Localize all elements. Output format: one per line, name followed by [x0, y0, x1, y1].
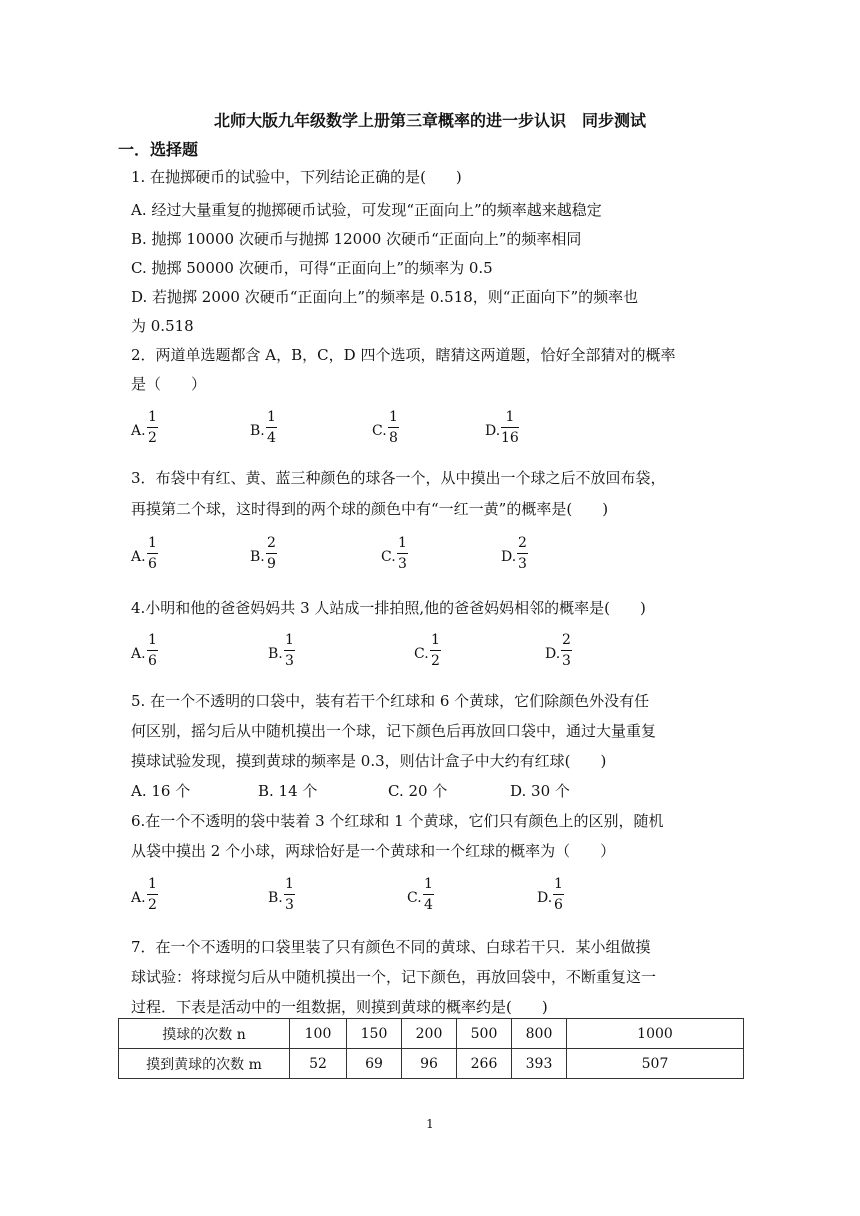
option-label: B. — [268, 646, 283, 662]
q1-option-a: A. 经过大量重复的抛掷硬币试验，可发现“正面向上”的频率越来越稳定 — [131, 201, 602, 219]
fraction-numerator: 1 — [505, 409, 515, 425]
fraction-bar — [284, 650, 295, 651]
fraction-numerator: 1 — [148, 876, 157, 892]
fraction-bar — [388, 427, 399, 428]
fraction-denominator: 3 — [398, 556, 407, 572]
table-cell: 96 — [402, 1049, 457, 1079]
fraction-numerator: 1 — [398, 535, 407, 551]
q5-stem-line2: 何区别，摇匀后从中随机摸出一个球，记下颜色后再放回口袋中，通过大量重复 — [131, 722, 657, 740]
fraction-denominator: 4 — [424, 897, 433, 913]
fraction-bar — [284, 894, 295, 895]
fraction-bar — [266, 553, 277, 554]
fraction-denominator: 6 — [554, 897, 563, 913]
q1-option-d-line1: D. 若抛掷 2000 次硬币“正面向上”的频率是 0.518，则“正面向下”的频率也 — [131, 288, 639, 306]
fraction — [266, 409, 277, 446]
table-cell: 800 — [512, 1019, 567, 1049]
fraction — [517, 535, 528, 572]
fraction-denominator: 2 — [148, 430, 157, 446]
option-label: B. — [250, 423, 265, 439]
fraction-numerator: 1 — [148, 409, 157, 425]
q1-option-d-line2: 为 0.518 — [131, 317, 194, 335]
q3-stem-line2: 再摸第二个球，这时得到的两个球的颜色中有“一红一黄”的概率是( ) — [131, 500, 609, 518]
fraction — [147, 535, 158, 572]
option-label: A. — [131, 890, 146, 906]
fraction — [430, 632, 441, 669]
q5-stem-line3: 摸球试验发现，摸到黄球的频率是 0.3，则估计盒子中大约有红球( ) — [131, 752, 607, 770]
fraction-denominator: 2 — [148, 897, 157, 913]
q5-option-d: D. 30 个 — [510, 782, 570, 800]
fraction-numerator: 1 — [267, 409, 276, 425]
option-label: C. — [407, 890, 422, 906]
fraction — [147, 409, 158, 446]
q6-stem-line2: 从袋中摸出 2 个小球，两球恰好是一个黄球和一个红球的概率为（ ） — [131, 842, 616, 860]
fraction-bar — [397, 553, 408, 554]
q5-option-c: C. 20 个 — [388, 782, 448, 800]
table-cell: 500 — [457, 1019, 512, 1049]
option-label: D. — [485, 423, 501, 439]
fraction — [147, 876, 158, 913]
fraction — [561, 632, 572, 669]
fraction-denominator: 4 — [267, 430, 276, 446]
fraction-bar — [147, 553, 158, 554]
page-title: 北师大版九年级数学上册第三章概率的进一步认识 同步测试 — [213, 111, 646, 130]
fraction-bar — [561, 650, 572, 651]
fraction-bar — [430, 650, 441, 651]
fraction-bar — [147, 894, 158, 895]
fraction-denominator: 6 — [148, 653, 157, 669]
fraction-numerator: 2 — [267, 535, 276, 551]
fraction-denominator: 6 — [148, 556, 157, 572]
q2-stem-line2: 是（ ） — [131, 375, 207, 393]
fraction-numerator: 2 — [562, 632, 571, 648]
q2-stem-line1: 2．两道单选题都含 A，B，C，D 四个选项，瞎猜这两道题，恰好全部猜对的概率 — [131, 346, 676, 364]
option-label: B. — [250, 549, 265, 565]
fraction-denominator: 9 — [267, 556, 276, 572]
fraction-denominator: 3 — [285, 897, 294, 913]
fraction — [388, 409, 399, 446]
fraction-bar — [147, 427, 158, 428]
fraction-numerator: 1 — [148, 632, 157, 648]
fraction-denominator: 3 — [562, 653, 571, 669]
q7-stem-line3: 过程．下表是活动中的一组数据，则摸到黄球的概率约是( ) — [131, 998, 548, 1016]
q1-stem: 1. 在抛掷硬币的试验中，下列结论正确的是( ) — [131, 168, 462, 186]
fraction — [397, 535, 408, 572]
q6-stem-line1: 6.在一个不透明的袋中装着 3 个红球和 1 个黄球，它们只有颜色上的区别，随机 — [131, 812, 664, 830]
q7-stem-line2: 球试验：将球搅匀后从中随机摸出一个，记下颜色，再放回袋中，不断重复这一 — [131, 968, 657, 986]
q4-stem: 4.小明和他的爸爸妈妈共 3 人站成一排拍照,他的爸爸妈妈相邻的概率是( ) — [131, 599, 646, 617]
fraction-bar — [501, 427, 519, 428]
table-row-header: 摸到黄球的次数 m — [119, 1049, 290, 1079]
fraction-bar — [517, 553, 528, 554]
fraction-denominator: 16 — [501, 430, 519, 446]
q7-stem-line1: 7．在一个不透明的口袋里装了只有颜色不同的黄球、白球若干只．某小组做摸 — [131, 938, 651, 956]
q1-option-c: C. 抛掷 50000 次硬币，可得“正面向上”的频率为 0.5 — [131, 259, 493, 277]
q7-data-table — [118, 1018, 744, 1079]
option-label: D. — [501, 549, 517, 565]
table-cell: 150 — [347, 1019, 402, 1049]
fraction-numerator: 1 — [148, 535, 157, 551]
fraction-numerator: 1 — [554, 876, 563, 892]
q5-option-b: B. 14 个 — [258, 782, 318, 800]
table-row — [119, 1019, 744, 1049]
page-number: 1 — [426, 1117, 434, 1131]
table-row-header: 摸球的次数 n — [119, 1019, 290, 1049]
fraction-denominator: 2 — [431, 653, 440, 669]
option-label: A. — [131, 423, 146, 439]
fraction-numerator: 2 — [518, 535, 527, 551]
fraction-numerator: 1 — [285, 632, 294, 648]
fraction-bar — [147, 650, 158, 651]
table-cell: 52 — [290, 1049, 347, 1079]
fraction — [553, 876, 564, 913]
table-cell: 393 — [512, 1049, 567, 1079]
fraction-bar — [266, 427, 277, 428]
fraction — [147, 632, 158, 669]
table-cell: 266 — [457, 1049, 512, 1079]
fraction-numerator: 1 — [431, 632, 440, 648]
option-label: D. — [537, 890, 553, 906]
option-label: C. — [381, 549, 396, 565]
fraction — [284, 876, 295, 913]
fraction-numerator: 1 — [424, 876, 433, 892]
option-label: A. — [131, 646, 146, 662]
option-label: C. — [372, 423, 387, 439]
q3-stem-line1: 3．布袋中有红、黄、蓝三种颜色的球各一个，从中摸出一个球之后不放回布袋， — [131, 469, 666, 487]
table-cell: 507 — [567, 1049, 744, 1079]
fraction — [423, 876, 434, 913]
table-cell: 100 — [290, 1019, 347, 1049]
option-label: C. — [414, 646, 429, 662]
option-label: B. — [268, 890, 283, 906]
fraction-bar — [423, 894, 434, 895]
fraction-bar — [553, 894, 564, 895]
fraction — [501, 409, 519, 446]
section-heading: 一．选择题 — [118, 140, 199, 159]
table-row — [119, 1049, 744, 1079]
fraction-numerator: 1 — [285, 876, 294, 892]
fraction-numerator: 1 — [389, 409, 398, 425]
q5-stem-line1: 5. 在一个不透明的口袋中，装有若干个红球和 6 个黄球，它们除颜色外没有任 — [131, 692, 650, 710]
fraction — [266, 535, 277, 572]
fraction-denominator: 3 — [518, 556, 527, 572]
fraction — [284, 632, 295, 669]
option-label: A. — [131, 549, 146, 565]
fraction-denominator: 8 — [389, 430, 398, 446]
option-label: D. — [545, 646, 561, 662]
q5-option-a: A. 16 个 — [131, 782, 191, 800]
table-cell: 1000 — [567, 1019, 744, 1049]
table-cell: 200 — [402, 1019, 457, 1049]
table-cell: 69 — [347, 1049, 402, 1079]
q1-option-b: B. 抛掷 10000 次硬币与抛掷 12000 次硬币“正面向上”的频率相同 — [131, 230, 582, 248]
fraction-denominator: 3 — [285, 653, 294, 669]
